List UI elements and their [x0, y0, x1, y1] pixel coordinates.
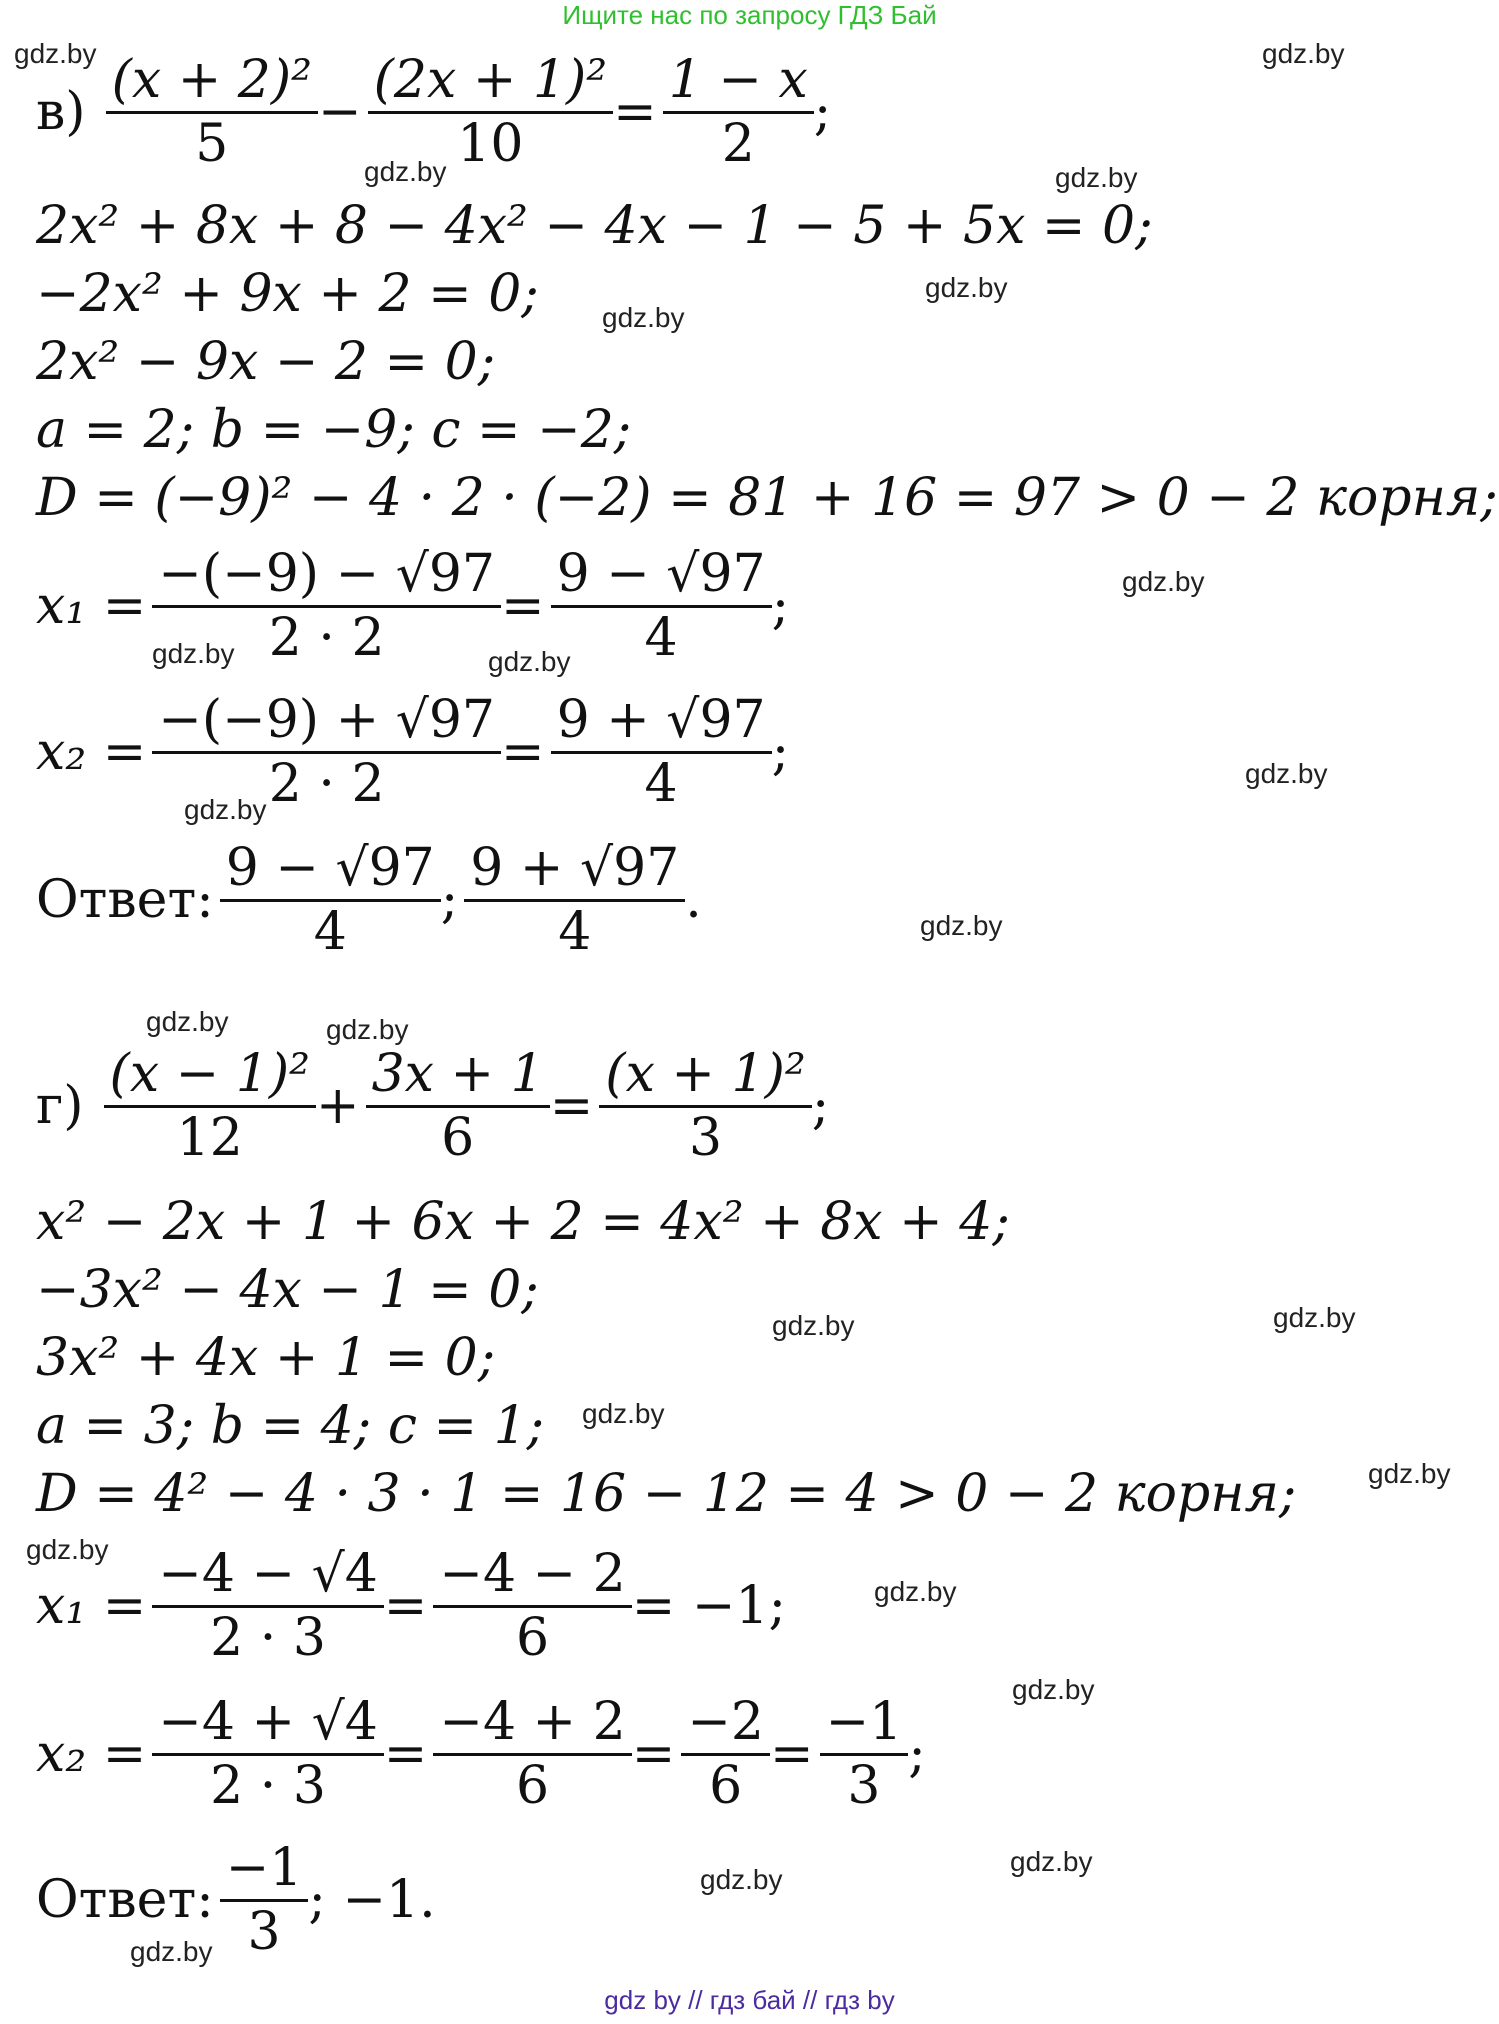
watermark: gdz.by — [1245, 758, 1328, 789]
denominator: 2 · 3 — [210, 1756, 326, 1817]
denominator: 3 — [688, 1108, 723, 1169]
operator: = — [549, 1076, 594, 1137]
watermark: gdz.by — [14, 38, 97, 69]
watermark: gdz.by — [1273, 1302, 1356, 1333]
result: = −1; — [631, 1576, 787, 1637]
denominator: 2 · 2 — [268, 608, 385, 669]
denominator: 3 — [847, 1756, 881, 1817]
denominator: 12 — [176, 1108, 243, 1169]
numerator: (x − 1)² — [104, 1046, 316, 1108]
denominator: 4 — [558, 902, 592, 963]
numerator: −1 — [220, 1840, 309, 1902]
fraction — [433, 1694, 631, 1815]
denominator: 6 — [441, 1108, 475, 1169]
watermark: gdz.by — [925, 272, 1008, 303]
watermark: gdz.by — [1055, 162, 1138, 193]
numerator: 9 − √97 — [220, 840, 441, 902]
fraction — [820, 1694, 909, 1815]
punctuation: ; — [771, 576, 790, 637]
answer-line — [36, 1840, 436, 1961]
numerator: −4 − √4 — [152, 1546, 384, 1608]
watermark: gdz.by — [130, 1936, 213, 1967]
fraction — [464, 840, 685, 961]
search-hint-header: Ищите нас по запросу ГДЗ Бай — [562, 0, 937, 30]
root-x2-line — [36, 692, 789, 813]
fraction — [368, 52, 614, 173]
fraction — [681, 1694, 770, 1815]
fraction — [152, 1694, 384, 1815]
denominator: 6 — [516, 1756, 550, 1817]
watermark: gdz.by — [184, 794, 267, 825]
watermark: gdz.by — [1262, 38, 1345, 69]
part-label: в) — [36, 82, 86, 143]
fraction — [433, 1546, 631, 1667]
denominator: 2 · 2 — [268, 754, 385, 815]
denominator: 10 — [457, 114, 524, 175]
operator: − — [318, 82, 362, 143]
numerator: 9 + √97 — [464, 840, 685, 902]
fraction — [551, 692, 772, 813]
watermark: gdz.by — [1122, 566, 1205, 597]
watermark: gdz.by — [488, 646, 571, 677]
numerator: −4 − 2 — [433, 1546, 631, 1608]
operator: = — [383, 1576, 428, 1637]
fraction — [106, 52, 318, 173]
root-x1-line — [36, 1546, 786, 1667]
footer-links: gdz by // гдз бай // гдз by — [604, 1985, 895, 2015]
solution-line: x² − 2x + 1 + 6x + 2 = 4x² + 8x + 4; — [36, 1192, 1010, 1252]
watermark: gdz.by — [1010, 1846, 1093, 1877]
numerator: −4 + √4 — [152, 1694, 384, 1756]
operator: = — [631, 1724, 676, 1785]
numerator: −1 — [820, 1694, 909, 1756]
fraction — [599, 1046, 811, 1167]
operator: = — [501, 722, 545, 783]
watermark: gdz.by — [146, 1006, 229, 1037]
discriminant-line: D = (−9)² − 4 · 2 · (−2) = 81 + 16 = 97 > 0 − 2 корня; — [36, 468, 1498, 528]
fraction — [152, 546, 501, 667]
numerator: 9 + √97 — [551, 692, 772, 754]
solution-line: a = 3; b = 4; c = 1; — [36, 1396, 545, 1456]
fraction — [551, 546, 772, 667]
denominator: 3 — [247, 1902, 281, 1963]
answer-label: Ответ: — [36, 870, 214, 931]
answer-rest: ; −1. — [308, 1870, 436, 1931]
watermark: gdz.by — [326, 1014, 409, 1045]
numerator: (2x + 1)² — [368, 52, 614, 114]
punctuation: ; — [440, 870, 459, 931]
watermark: gdz.by — [152, 638, 235, 669]
fraction — [104, 1046, 316, 1167]
denominator: 6 — [709, 1756, 743, 1817]
watermark: gdz.by — [1012, 1674, 1095, 1705]
operator: + — [316, 1076, 360, 1137]
discriminant-line: D = 4² − 4 · 3 · 1 = 16 − 12 = 4 > 0 − 2 корня; — [36, 1464, 1297, 1524]
watermark: gdz.by — [772, 1310, 855, 1341]
operator: = — [501, 576, 545, 637]
root-x2-line — [36, 1694, 926, 1815]
punctuation: ; — [811, 1076, 830, 1137]
answer-label: Ответ: — [36, 1870, 214, 1931]
numerator: −(−9) − √97 — [152, 546, 501, 608]
fraction — [663, 52, 814, 173]
fraction — [220, 840, 441, 961]
punctuation: ; — [771, 722, 790, 783]
numerator: −(−9) + √97 — [152, 692, 501, 754]
fraction — [366, 1046, 550, 1167]
fraction — [220, 1840, 309, 1961]
numerator: 9 − √97 — [551, 546, 772, 608]
denominator: 2 — [721, 114, 755, 175]
watermark: gdz.by — [602, 302, 685, 333]
watermark: gdz.by — [920, 910, 1003, 941]
root-label: x₁ = — [36, 1576, 147, 1637]
fraction — [152, 692, 501, 813]
fraction — [152, 1546, 384, 1667]
denominator: 4 — [644, 608, 678, 669]
solution-line: −3x² − 4x − 1 = 0; — [36, 1260, 539, 1320]
numerator: −2 — [681, 1694, 770, 1756]
part-v-equation — [36, 52, 831, 173]
operator: = — [613, 82, 657, 143]
solution-line: 2x² − 9x − 2 = 0; — [36, 332, 496, 392]
part-label: г) — [36, 1076, 84, 1137]
watermark: gdz.by — [26, 1534, 109, 1565]
watermark: gdz.by — [1368, 1458, 1451, 1489]
denominator: 5 — [195, 114, 229, 175]
solution-line: a = 2; b = −9; c = −2; — [36, 400, 632, 460]
numerator: (x + 1)² — [599, 1046, 811, 1108]
root-label: x₁ = — [36, 576, 147, 637]
root-label: x₂ = — [36, 722, 147, 783]
watermark: gdz.by — [874, 1576, 957, 1607]
solution-line: 3x² + 4x + 1 = 0; — [36, 1328, 496, 1388]
operator: = — [383, 1724, 428, 1785]
root-label: x₂ = — [36, 1724, 147, 1785]
punctuation: . — [685, 870, 702, 931]
root-x1-line — [36, 546, 789, 667]
punctuation: ; — [908, 1724, 926, 1785]
part-g-equation — [36, 1046, 829, 1167]
denominator: 4 — [313, 902, 347, 963]
numerator: (x + 2)² — [106, 52, 318, 114]
numerator: 3x + 1 — [366, 1046, 550, 1108]
denominator: 4 — [644, 754, 678, 815]
answer-line — [36, 840, 702, 961]
watermark: gdz.by — [364, 156, 447, 187]
numerator: −4 + 2 — [433, 1694, 631, 1756]
solution-line: 2x² + 8x + 8 − 4x² − 4x − 1 − 5 + 5x = 0; — [36, 196, 1153, 256]
punctuation: ; — [813, 82, 832, 143]
operator: = — [769, 1724, 814, 1785]
denominator: 6 — [516, 1608, 550, 1669]
numerator: 1 − x — [663, 52, 814, 114]
watermark: gdz.by — [582, 1398, 665, 1429]
denominator: 2 · 3 — [210, 1608, 326, 1669]
solution-line: −2x² + 9x + 2 = 0; — [36, 264, 539, 324]
watermark: gdz.by — [700, 1864, 783, 1895]
